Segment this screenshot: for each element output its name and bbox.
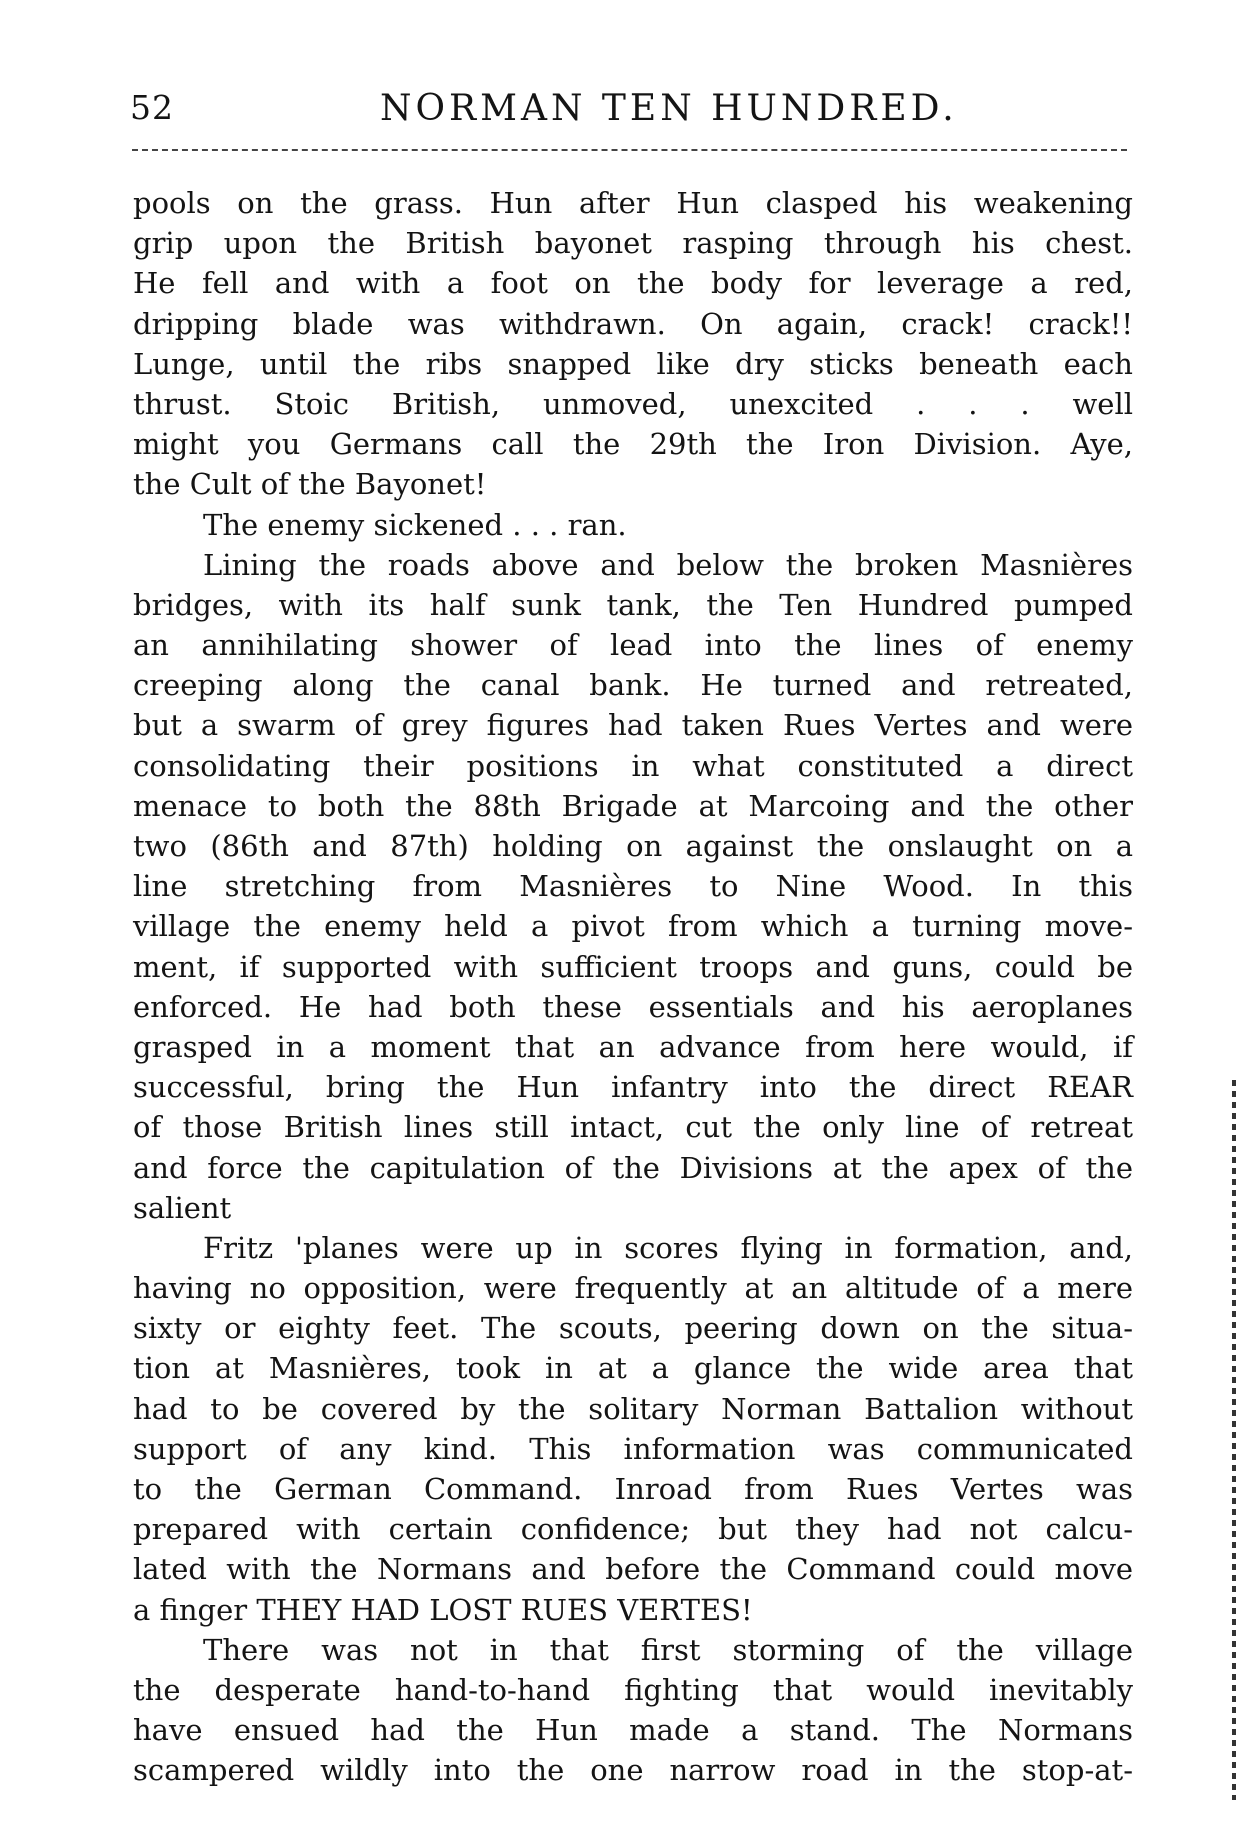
- body-text: [133, 183, 1133, 1791]
- text-line: menace to both the 88th Brigade at Marcoing and the other: [133, 788, 1133, 823]
- running-title: NORMAN TEN HUNDRED.: [380, 88, 958, 129]
- text-line: He fell and with a foot on the body for leverage a red,: [133, 266, 1133, 301]
- text-line: lated with the Normans and before the Command could move: [133, 1552, 1133, 1587]
- text-line: and force the capitulation of the Divisions at the apex of the: [133, 1150, 1133, 1185]
- text-line: bridges, with its half sunk tank, the Ten Hundred pumped: [133, 587, 1133, 622]
- text-line: Lining the roads above and below the broken Masnières: [203, 547, 1133, 582]
- text-line: line stretching from Masnières to Nine Wood. In this: [133, 869, 1133, 904]
- text-line: dripping blade was withdrawn. On again, crack! crack!!: [133, 306, 1133, 341]
- text-line: a finger THEY HAD LOST RUES VERTES!: [133, 1592, 753, 1627]
- text-line: ment, if supported with sufficient troops and guns, could be: [133, 949, 1133, 984]
- text-line: pools on the grass. Hun after Hun clasped his weakening: [133, 186, 1133, 220]
- text-line: of those British lines still intact, cut the only line of retreat: [133, 1110, 1133, 1145]
- text-line: the Cult of the Bayonet!: [133, 467, 487, 502]
- text-line: having no opposition, were frequently at an altitude of a mere: [133, 1271, 1133, 1306]
- binding-edge: [1232, 1080, 1236, 1800]
- text-line: creeping along the canal bank. He turned and retreated,: [133, 668, 1133, 703]
- header-rule: [132, 149, 1127, 151]
- text-line: grip upon the British bayonet rasping through his chest.: [133, 226, 1133, 261]
- text-line: two (86th and 87th) holding on against the onslaught on a: [133, 829, 1133, 863]
- text-line: support of any kind. This information was communicated: [133, 1431, 1133, 1466]
- text-line: to the German Command. Inroad from Rues Vertes was: [133, 1472, 1133, 1506]
- text-line: village the enemy held a pivot from which a turning move-: [133, 909, 1133, 944]
- page-number: 52: [130, 88, 174, 127]
- text-line: Lunge, until the ribs snapped like dry sticks beneath each: [133, 346, 1133, 381]
- text-line: consolidating their positions in what constituted a direct: [133, 748, 1133, 783]
- text-line: successful, bring the Hun infantry into the direct REAR: [133, 1070, 1133, 1105]
- text-line: enforced. He had both these essentials and his aeroplanes: [133, 989, 1133, 1024]
- page-header: [130, 88, 1130, 138]
- text-line: There was not in that first storming of the village: [203, 1632, 1133, 1667]
- text-line: might you Germans call the 29th the Iron Division. Aye,: [133, 427, 1133, 462]
- text-line: scampered wildly into the one narrow road in the stop-at-: [133, 1753, 1133, 1788]
- text-line: but a swarm of grey figures had taken Rues Vertes and were: [133, 708, 1133, 743]
- text-line: have ensued had the Hun made a stand. The Normans: [133, 1713, 1133, 1748]
- text-line: sixty or eighty feet. The scouts, peering down on the situa-: [133, 1311, 1133, 1346]
- text-line: salient: [133, 1190, 232, 1225]
- text-line: tion at Masnières, took in at a glance the wide area that: [133, 1351, 1133, 1386]
- text-line: prepared with certain confidence; but they had not calcu-: [133, 1512, 1133, 1547]
- text-line: Fritz 'planes were up in scores flying in formation, and,: [203, 1230, 1133, 1265]
- text-line: The enemy sickened . . . ran.: [203, 507, 627, 542]
- text-line: an annihilating shower of lead into the lines of enemy: [133, 628, 1133, 663]
- text-line: grasped in a moment that an advance from here would, if: [133, 1029, 1133, 1064]
- text-line: thrust. Stoic British, unmoved, unexcited . . . well: [133, 386, 1133, 421]
- text-line: the desperate hand-to-hand fighting that would inevitably: [133, 1672, 1133, 1707]
- text-line: had to be covered by the solitary Norman Battalion without: [133, 1391, 1133, 1426]
